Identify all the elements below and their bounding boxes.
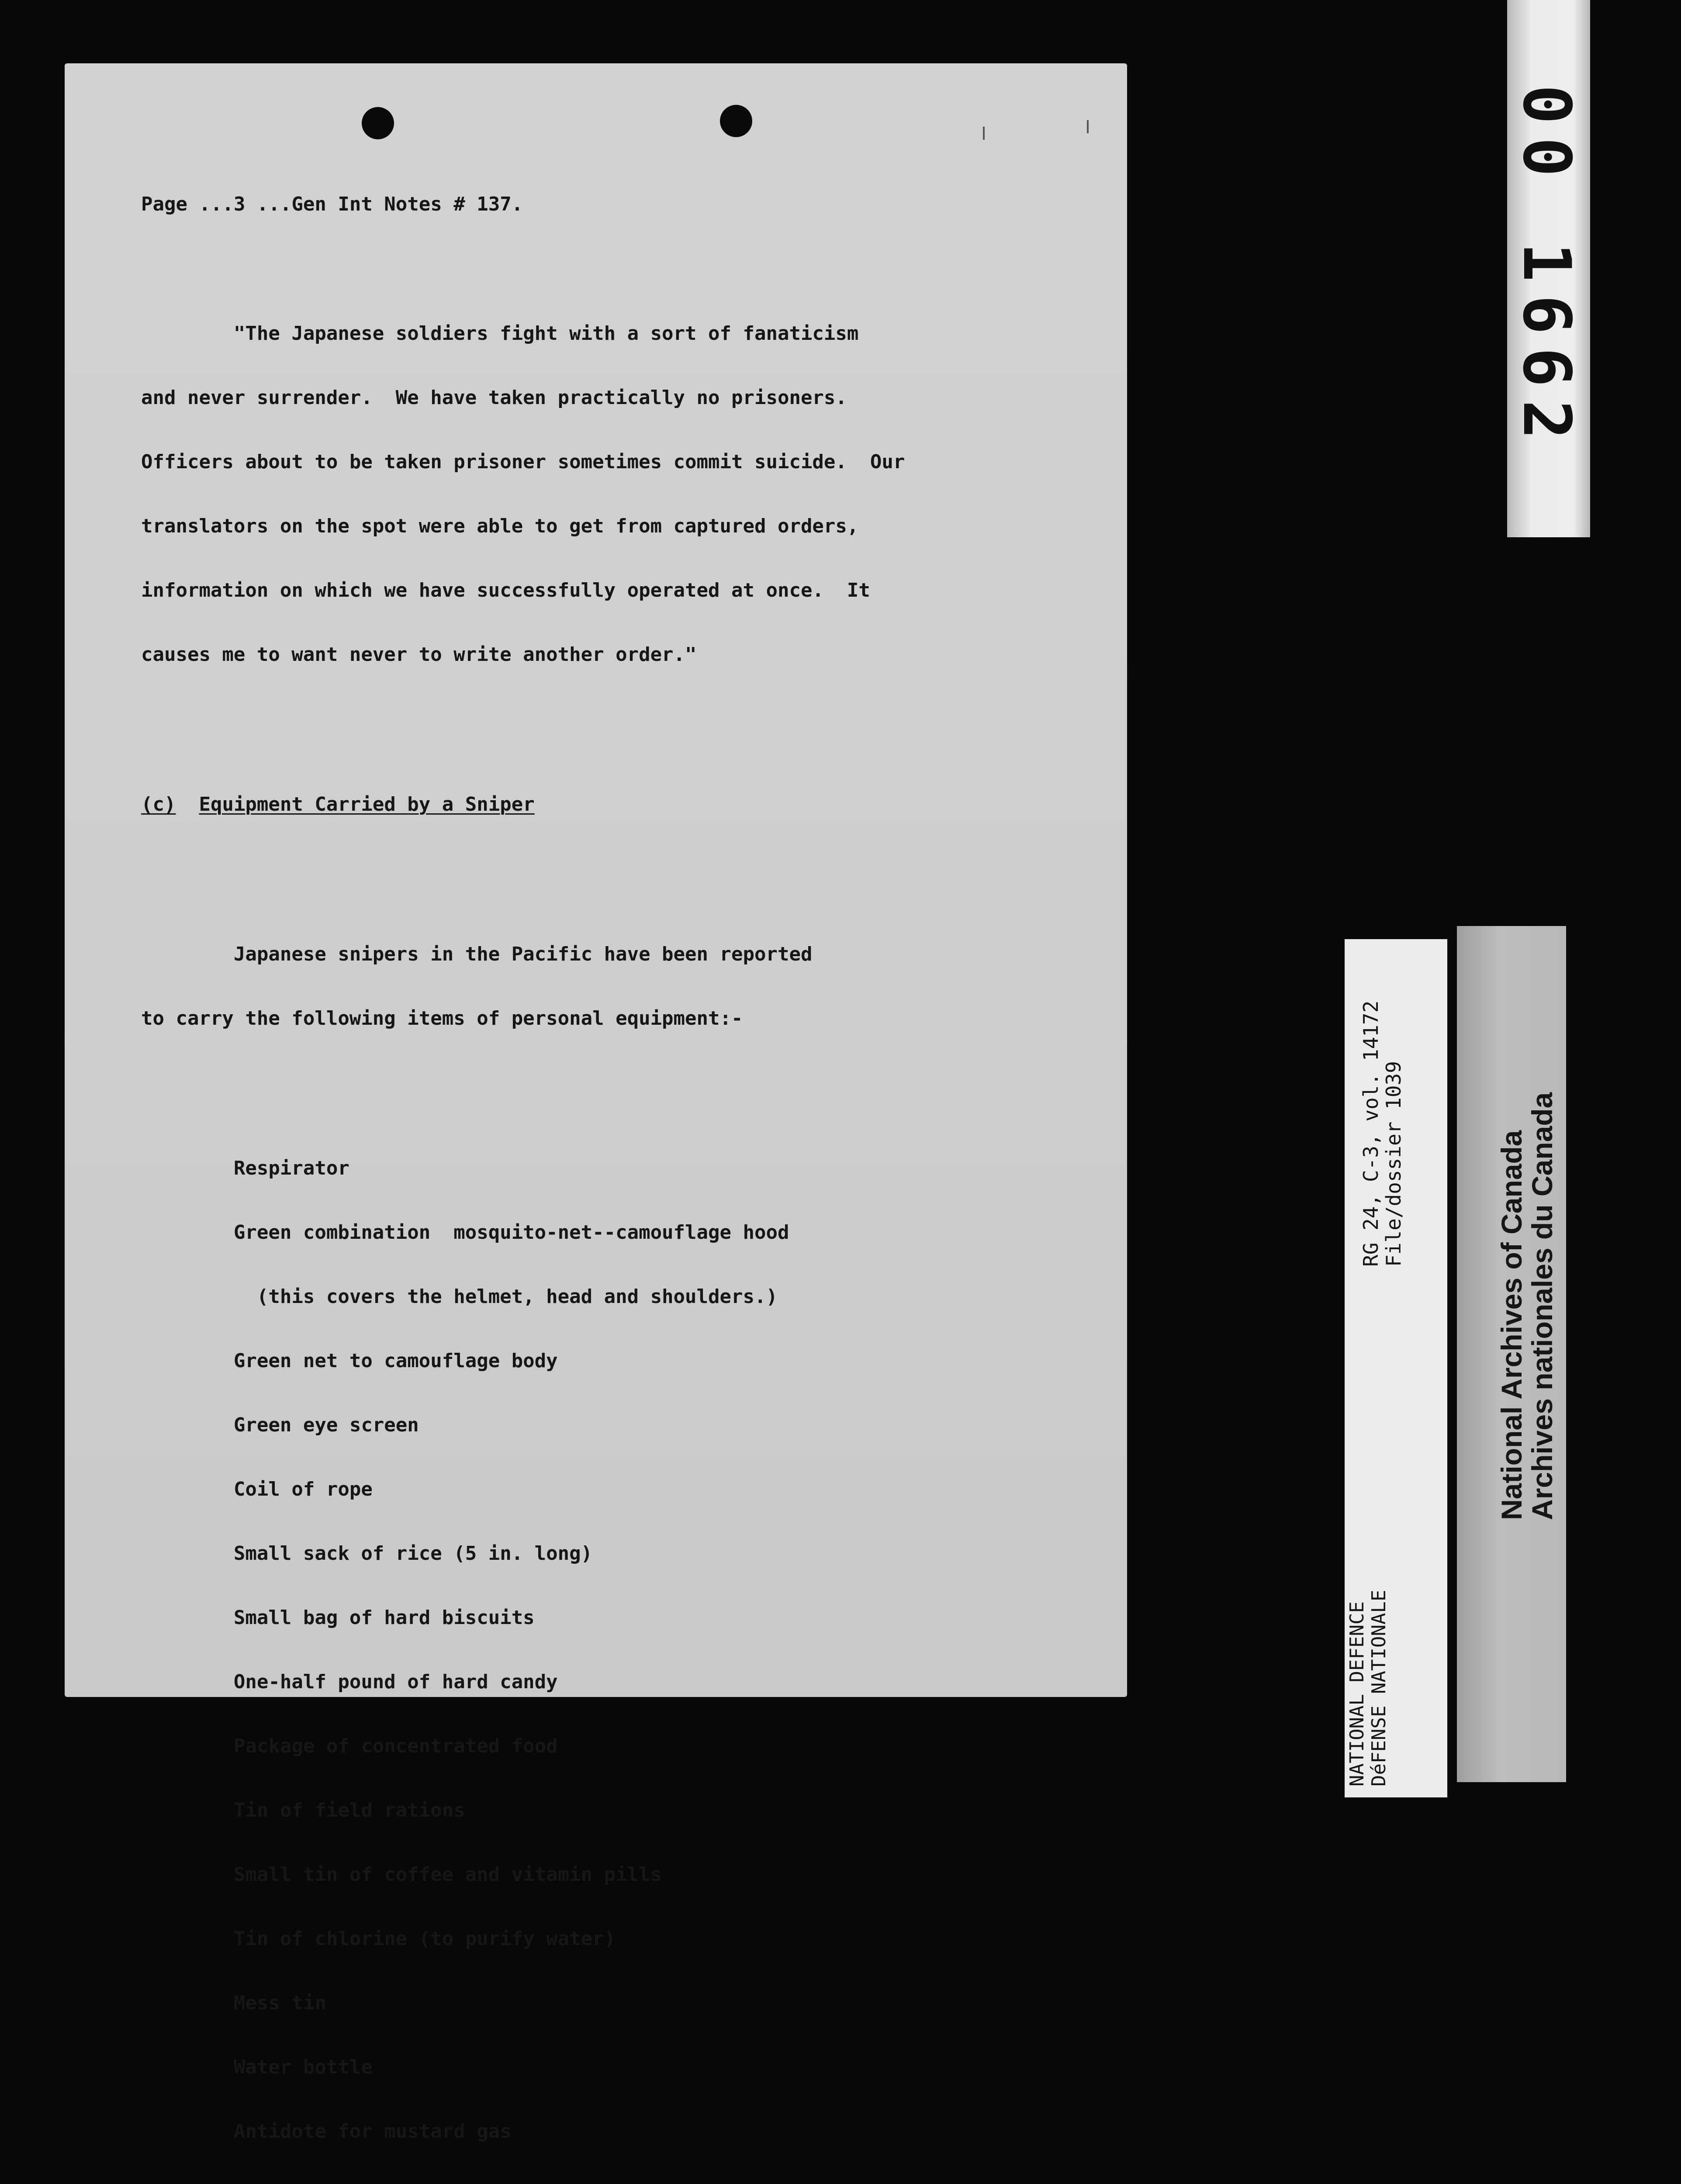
page-header: Page ...3 ...Gen Int Notes # 137. bbox=[141, 193, 523, 215]
quote-line: Officers about to be taken prisoner sometimes commit suicide. Our bbox=[141, 451, 905, 473]
equipment-item: Green combination mosquito-net--camouflage hood bbox=[141, 1221, 789, 1244]
archive-line: Archives nationales du Canada bbox=[1526, 1092, 1558, 1520]
punch-hole-left bbox=[362, 107, 394, 139]
quote-line: "The Japanese soldiers fight with a sort of fanaticism bbox=[141, 322, 859, 345]
section-c-marker: (c) bbox=[141, 793, 176, 816]
equipment-item: Respirator bbox=[141, 1157, 349, 1179]
paper-mark bbox=[1087, 120, 1089, 133]
quote-line: causes me to want never to write another order." bbox=[141, 643, 697, 666]
equipment-item: Green net to camouflage body bbox=[141, 1350, 558, 1372]
equipment-item: Mess tin bbox=[141, 1992, 326, 2014]
section-c-intro: Japanese snipers in the Pacific have been reported bbox=[141, 943, 813, 965]
section-c-title: Equipment Carried by a Sniper bbox=[199, 793, 535, 816]
archive-name bbox=[1496, 1092, 1557, 1520]
department-line: NATIONAL DEFENCE bbox=[1346, 1601, 1368, 1787]
equipment-item: Small tin of coffee and vitamin pills bbox=[141, 1863, 662, 1886]
equipment-item: Tin of field rations bbox=[141, 1799, 465, 1821]
section-c-heading bbox=[141, 794, 1163, 815]
equipment-item: One-half pound of hard candy bbox=[141, 1671, 558, 1693]
archive-line: National Archives of Canada bbox=[1495, 1130, 1528, 1520]
punch-hole-right bbox=[720, 105, 752, 137]
quote-line: information on which we have successfully operated at once. It bbox=[141, 579, 870, 601]
archive-reference bbox=[1359, 1001, 1405, 1267]
equipment-item: Package of concentrated food bbox=[141, 1735, 558, 1757]
paper-mark bbox=[983, 127, 985, 140]
equipment-item: Tin of chlorine (to purify water) bbox=[141, 1928, 616, 1950]
quote-line: translators on the spot were able to get from captured orders, bbox=[141, 515, 859, 537]
equipment-item: (this covers the helmet, head and shoulders.) bbox=[141, 1286, 778, 1308]
equipment-item: Coil of rope bbox=[141, 1478, 373, 1500]
equipment-item: Green eye screen bbox=[141, 1414, 419, 1436]
document-page bbox=[65, 63, 1127, 2143]
equipment-item: Small sack of rice (5 in. long) bbox=[141, 1542, 593, 1565]
section-c-intro: to carry the following items of personal equipment:- bbox=[141, 1007, 743, 1030]
equipment-item: Antidote for mustard gas bbox=[141, 2120, 512, 2143]
frame-number: 00 1662 bbox=[1508, 84, 1584, 453]
department-stamp bbox=[1346, 1590, 1390, 1787]
reference-line: File/dossier 1039 bbox=[1382, 1061, 1405, 1267]
department-line: DéFENSE NATIONALE bbox=[1368, 1590, 1390, 1787]
quote-line: and never surrender. We have taken practically no prisoners. bbox=[141, 387, 847, 409]
typed-text bbox=[141, 151, 1163, 2184]
reference-line: RG 24, C-3, vol. 14172 bbox=[1359, 1000, 1383, 1267]
equipment-item: Small bag of hard biscuits bbox=[141, 1607, 535, 1629]
equipment-item: Water bottle bbox=[141, 2056, 373, 2078]
